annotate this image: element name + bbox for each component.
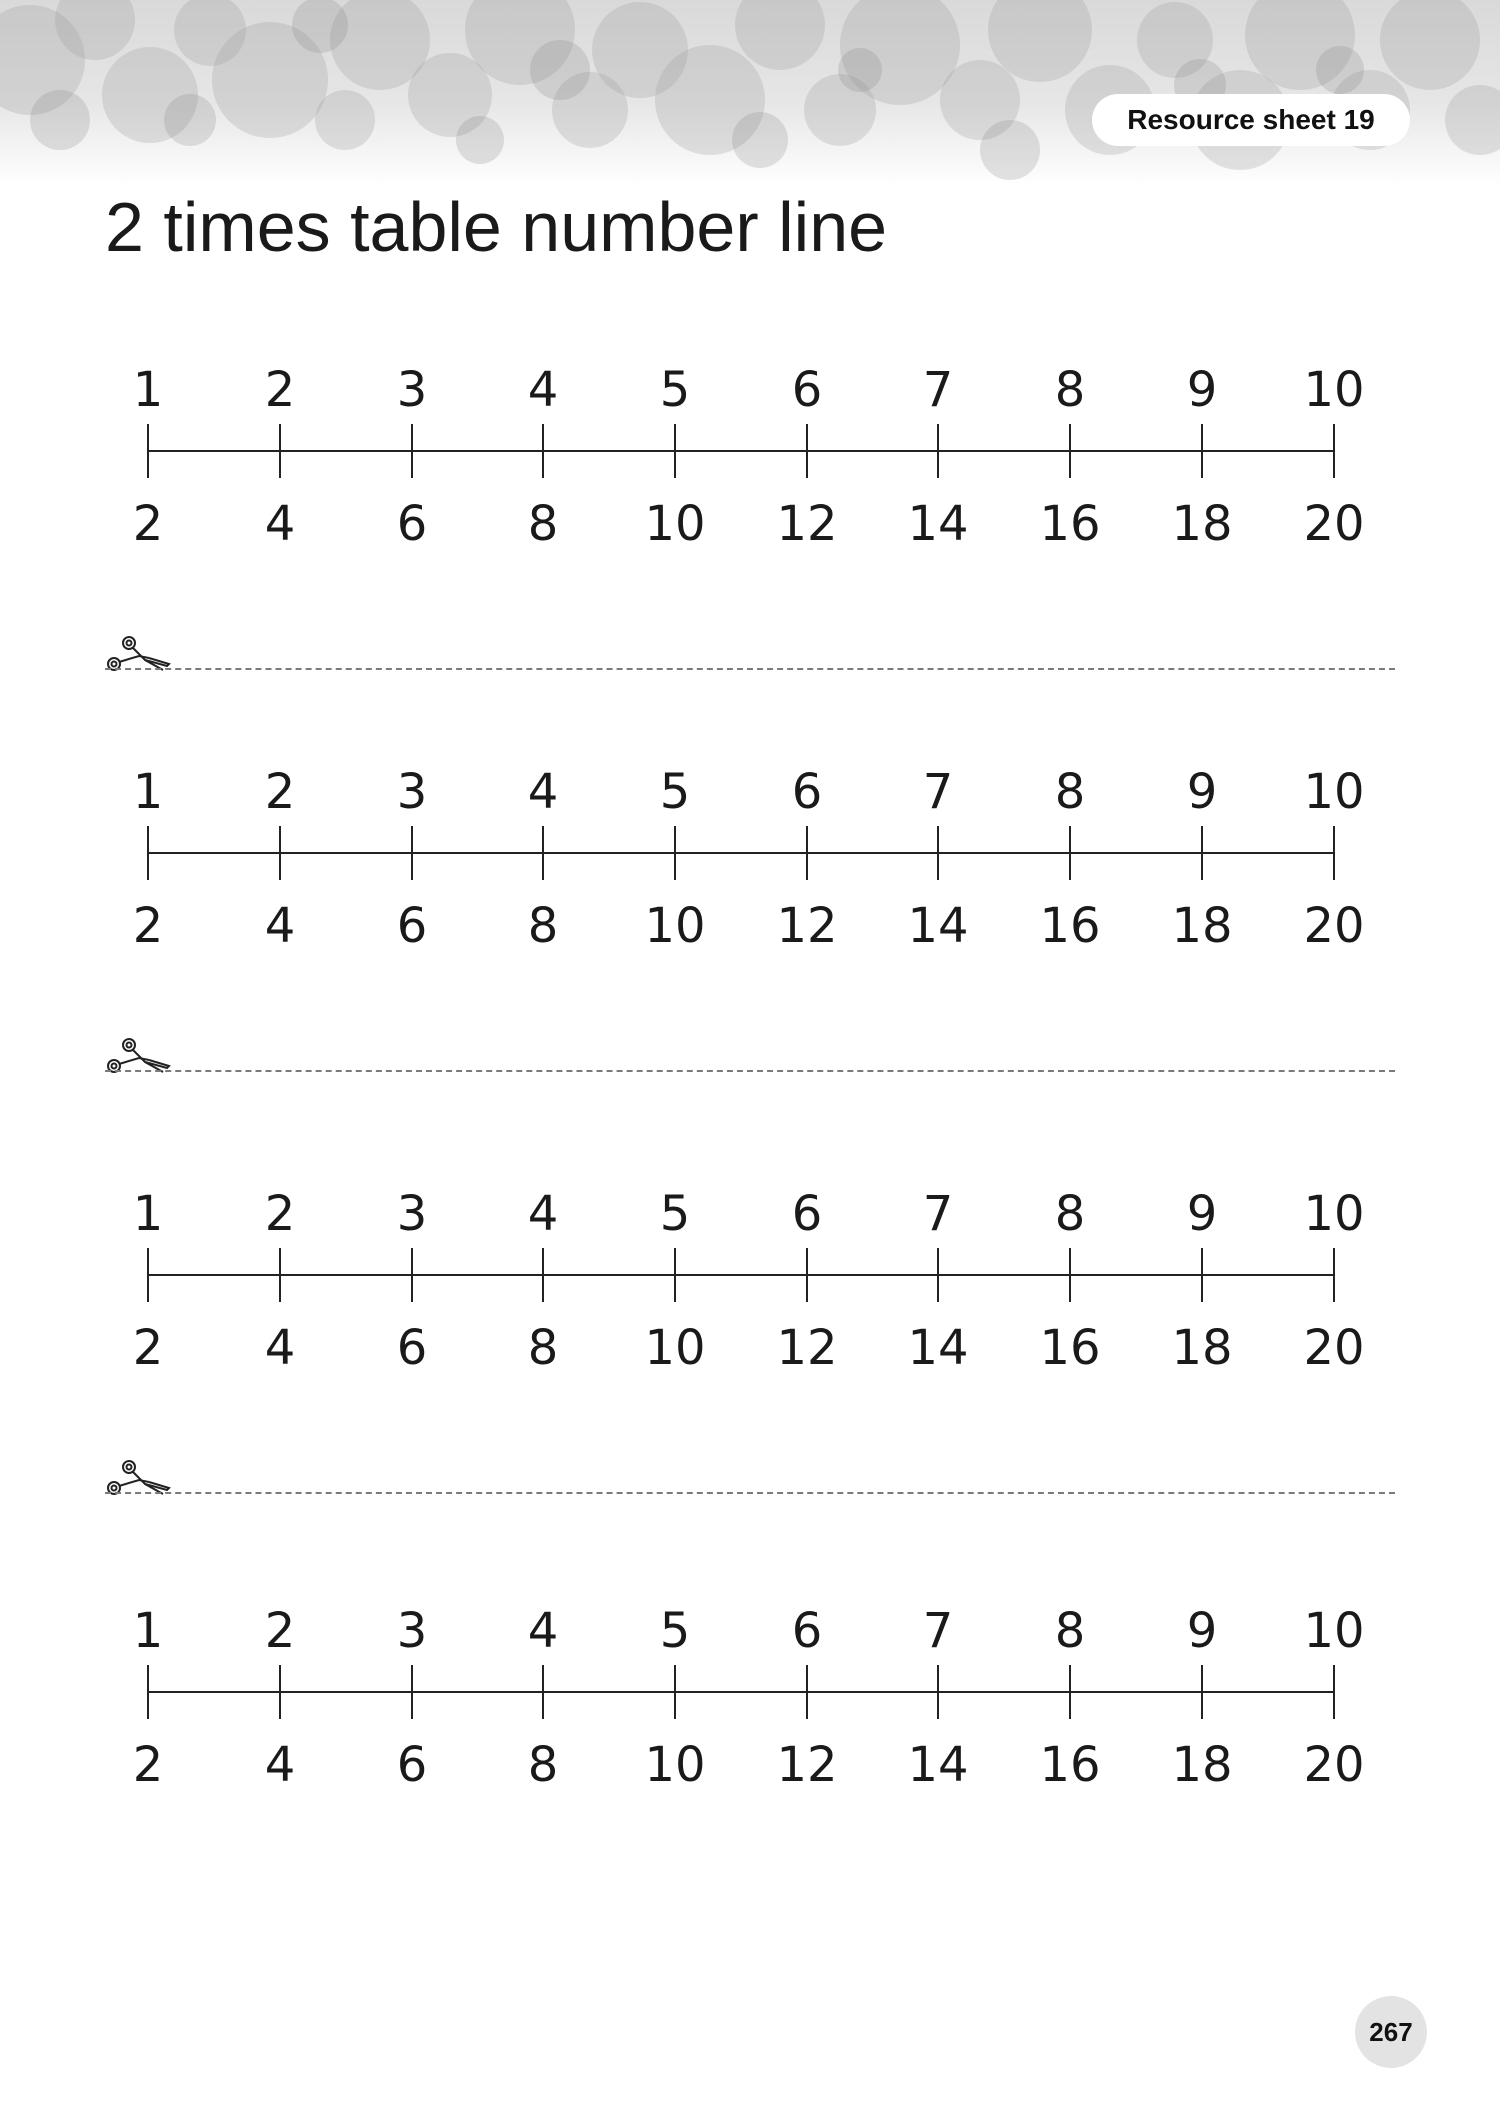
tick-mark (937, 424, 939, 478)
tick-mark (411, 826, 413, 880)
number-line (0, 1180, 1500, 1380)
tick-mark (542, 1248, 544, 1302)
tick-mark (411, 1665, 413, 1719)
top-label: 5 (659, 1186, 691, 1242)
bottom-label: 20 (1303, 1737, 1365, 1793)
bottom-label: 12 (776, 496, 838, 552)
top-label: 3 (396, 1603, 428, 1659)
top-label: 6 (791, 1603, 823, 1659)
top-label: 8 (1054, 1603, 1086, 1659)
bottom-label: 14 (907, 1320, 969, 1376)
tick-mark (937, 1665, 939, 1719)
tick-mark (147, 1665, 149, 1719)
bottom-label: 6 (396, 496, 428, 552)
tick-mark (411, 424, 413, 478)
tick-mark (674, 826, 676, 880)
top-label: 6 (791, 764, 823, 820)
bottom-label: 8 (527, 898, 559, 954)
top-label: 2 (264, 1186, 296, 1242)
bottom-label: 6 (396, 1737, 428, 1793)
top-label: 1 (132, 764, 164, 820)
top-label: 7 (922, 362, 954, 418)
cut-line (105, 1458, 1395, 1498)
bottom-label: 18 (1171, 898, 1233, 954)
top-label: 7 (922, 764, 954, 820)
top-label: 9 (1186, 764, 1218, 820)
bottom-label: 16 (1039, 1320, 1101, 1376)
tick-mark (1069, 826, 1071, 880)
bottom-label: 4 (264, 1320, 296, 1376)
bottom-label: 2 (132, 898, 164, 954)
dashed-cut-line (105, 668, 1395, 670)
cut-line (105, 634, 1395, 674)
tick-mark (1201, 1248, 1203, 1302)
tick-mark (279, 424, 281, 478)
bottom-label: 4 (264, 496, 296, 552)
tick-mark (147, 1248, 149, 1302)
top-label: 9 (1186, 362, 1218, 418)
tick-mark (806, 424, 808, 478)
top-label: 3 (396, 764, 428, 820)
bottom-label: 10 (644, 496, 706, 552)
bottom-label: 10 (644, 1320, 706, 1376)
top-label: 1 (132, 362, 164, 418)
bottom-label: 8 (527, 1320, 559, 1376)
bottom-label: 16 (1039, 898, 1101, 954)
top-label: 4 (527, 362, 559, 418)
top-label: 2 (264, 1603, 296, 1659)
top-label: 2 (264, 362, 296, 418)
page-title: 2 times table number line (105, 188, 888, 266)
tick-mark (937, 826, 939, 880)
page-number: 267 (1355, 1996, 1427, 2068)
bottom-label: 12 (776, 1737, 838, 1793)
top-label: 4 (527, 1186, 559, 1242)
top-label: 8 (1054, 362, 1086, 418)
tick-mark (806, 826, 808, 880)
tick-mark (147, 424, 149, 478)
bottom-label: 20 (1303, 898, 1365, 954)
bottom-label: 4 (264, 898, 296, 954)
top-label: 4 (527, 1603, 559, 1659)
dashed-cut-line (105, 1492, 1395, 1494)
number-line (0, 1597, 1500, 1797)
number-line-axis (148, 1691, 1334, 1693)
tick-mark (279, 1665, 281, 1719)
tick-mark (147, 826, 149, 880)
bottom-label: 12 (776, 898, 838, 954)
header-band (0, 0, 1500, 185)
tick-mark (279, 1248, 281, 1302)
cut-line (105, 1036, 1395, 1076)
tick-mark (1333, 826, 1335, 880)
bottom-label: 10 (644, 898, 706, 954)
tick-mark (542, 826, 544, 880)
bottom-label: 8 (527, 1737, 559, 1793)
tick-mark (279, 826, 281, 880)
top-label: 10 (1303, 362, 1365, 418)
bottom-label: 16 (1039, 496, 1101, 552)
top-label: 5 (659, 362, 691, 418)
tick-mark (806, 1665, 808, 1719)
number-line-axis (148, 450, 1334, 452)
top-label: 7 (922, 1603, 954, 1659)
bottom-label: 18 (1171, 1737, 1233, 1793)
bottom-label: 2 (132, 1320, 164, 1376)
bottom-label: 18 (1171, 496, 1233, 552)
bottom-label: 16 (1039, 1737, 1101, 1793)
bottom-label: 18 (1171, 1320, 1233, 1376)
top-label: 5 (659, 764, 691, 820)
scissors-icon (105, 1458, 175, 1506)
tick-mark (806, 1248, 808, 1302)
top-label: 3 (396, 1186, 428, 1242)
bottom-label: 14 (907, 898, 969, 954)
bottom-label: 20 (1303, 496, 1365, 552)
bottom-label: 14 (907, 496, 969, 552)
top-label: 9 (1186, 1186, 1218, 1242)
bottom-label: 4 (264, 1737, 296, 1793)
dashed-cut-line (105, 1070, 1395, 1072)
bottom-label: 20 (1303, 1320, 1365, 1376)
tick-mark (1201, 424, 1203, 478)
tick-mark (1333, 424, 1335, 478)
top-label: 10 (1303, 1603, 1365, 1659)
bottom-label: 6 (396, 898, 428, 954)
bottom-label: 12 (776, 1320, 838, 1376)
tick-mark (542, 424, 544, 478)
tick-mark (1333, 1248, 1335, 1302)
number-line-axis (148, 1274, 1334, 1276)
tick-mark (1201, 1665, 1203, 1719)
top-label: 6 (791, 362, 823, 418)
bottom-label: 14 (907, 1737, 969, 1793)
top-label: 1 (132, 1603, 164, 1659)
tick-mark (1069, 1665, 1071, 1719)
resource-sheet-badge: Resource sheet 19 (1092, 94, 1410, 146)
tick-mark (674, 424, 676, 478)
top-label: 10 (1303, 1186, 1365, 1242)
top-label: 8 (1054, 764, 1086, 820)
scissors-icon (105, 634, 175, 682)
tick-mark (674, 1665, 676, 1719)
top-label: 7 (922, 1186, 954, 1242)
tick-mark (1069, 424, 1071, 478)
top-label: 2 (264, 764, 296, 820)
tick-mark (1333, 1665, 1335, 1719)
bottom-label: 10 (644, 1737, 706, 1793)
tick-mark (1201, 826, 1203, 880)
top-label: 9 (1186, 1603, 1218, 1659)
number-line-axis (148, 852, 1334, 854)
tick-mark (542, 1665, 544, 1719)
tick-mark (1069, 1248, 1071, 1302)
bottom-label: 8 (527, 496, 559, 552)
bottom-label: 2 (132, 496, 164, 552)
number-line (0, 356, 1500, 556)
top-label: 6 (791, 1186, 823, 1242)
bubble-pattern (0, 0, 1500, 185)
top-label: 10 (1303, 764, 1365, 820)
number-line (0, 758, 1500, 958)
top-label: 1 (132, 1186, 164, 1242)
tick-mark (411, 1248, 413, 1302)
scissors-icon (105, 1036, 175, 1084)
top-label: 3 (396, 362, 428, 418)
top-label: 8 (1054, 1186, 1086, 1242)
tick-mark (937, 1248, 939, 1302)
tick-mark (674, 1248, 676, 1302)
bottom-label: 6 (396, 1320, 428, 1376)
top-label: 5 (659, 1603, 691, 1659)
top-label: 4 (527, 764, 559, 820)
bottom-label: 2 (132, 1737, 164, 1793)
